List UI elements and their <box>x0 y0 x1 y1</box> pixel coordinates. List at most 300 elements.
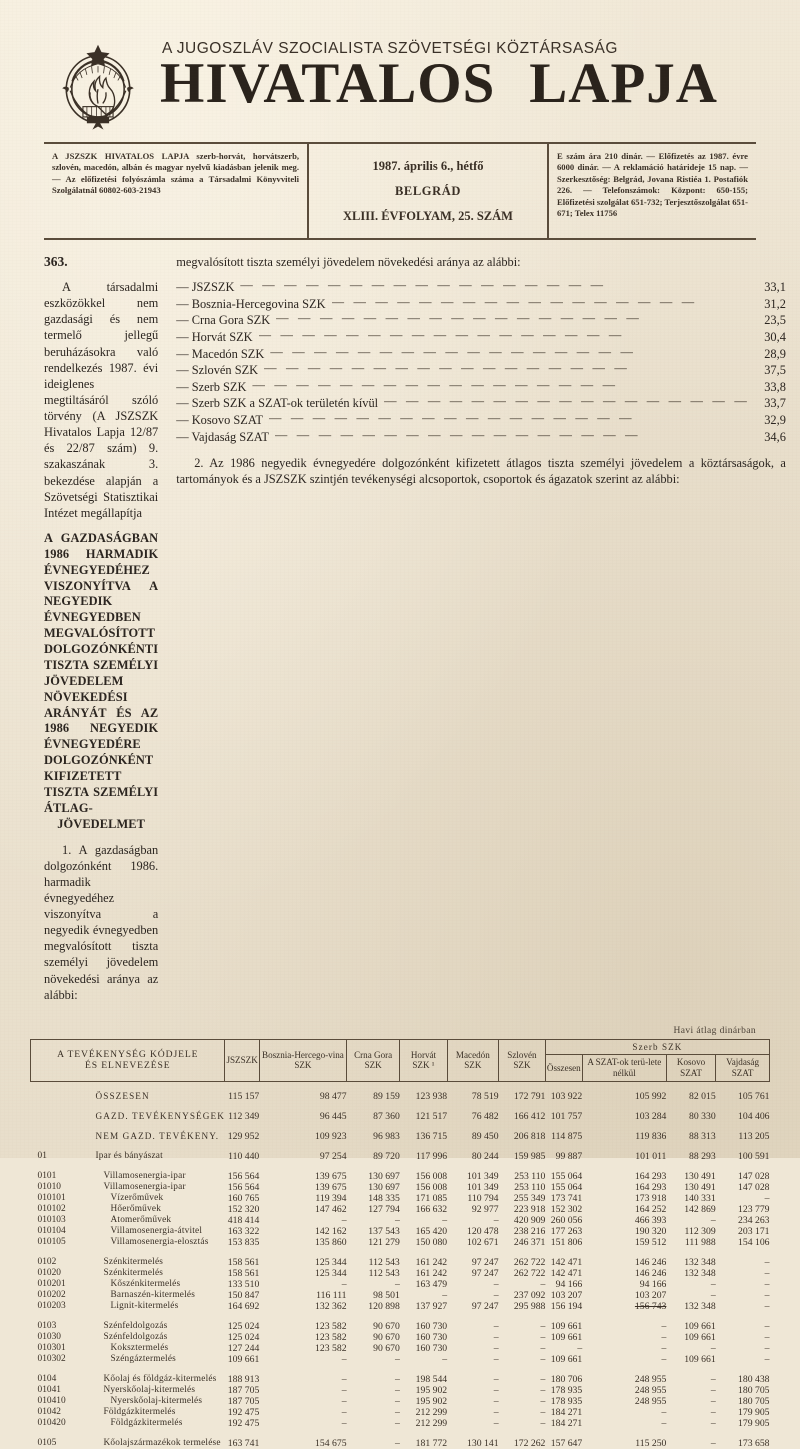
row-value: 99 887 <box>555 1150 583 1162</box>
row-value: 127 244 <box>227 1342 260 1354</box>
row-value: 172 791 <box>513 1090 546 1102</box>
leader-dashes: — — — — — — — — — — — — — — — — — <box>276 311 642 326</box>
row-value: 80 330 <box>689 1110 716 1122</box>
row-value: – <box>394 1417 400 1429</box>
header-activity-code-name-l2: ÉS ELNEVEZÉSE <box>84 1060 171 1072</box>
column-right <box>176 254 786 1012</box>
growth-rate-value: 33,8 <box>764 379 786 394</box>
row-value: – <box>493 1353 499 1365</box>
row-value: 255 349 <box>513 1192 546 1204</box>
row-value: – <box>710 1406 716 1418</box>
row-activity-code: 010201 <box>37 1279 66 1290</box>
row-activity-name: Atomerőművek <box>110 1215 172 1226</box>
row-value: 89 720 <box>373 1150 400 1162</box>
issue-date: 1987. április 6., hétfő <box>372 159 484 173</box>
row-value: 234 263 <box>738 1214 770 1226</box>
table-row <box>31 1321 770 1332</box>
growth-rate-value: 33,1 <box>764 280 786 295</box>
row-value: 137 543 <box>368 1225 400 1237</box>
row-value: – <box>710 1395 716 1407</box>
row-activity-code: 01041 <box>37 1385 61 1396</box>
row-activity-name: Szénfeldolgozás <box>103 1321 168 1332</box>
row-value: 154 106 <box>738 1236 770 1248</box>
row-activity-code: 010101 <box>37 1193 66 1204</box>
row-value: 125 344 <box>315 1267 347 1279</box>
row-value: 164 293 <box>634 1170 667 1182</box>
row-value: 125 344 <box>315 1256 347 1268</box>
row-value: 115 157 <box>228 1090 260 1102</box>
header-bosznia-hercegovina: Bosznia-Hercego-vina SZK <box>259 1039 346 1081</box>
row-value: 146 246 <box>634 1267 667 1279</box>
row-value: – <box>540 1406 546 1418</box>
row-value: 248 955 <box>634 1395 667 1407</box>
row-value: 142 162 <box>315 1225 347 1237</box>
row-value: 119 836 <box>635 1130 667 1142</box>
row-value: 206 818 <box>513 1130 546 1142</box>
row-value: – <box>394 1406 400 1418</box>
header-szerb-without-szat: A SZAT-ok terü-lete nélkül <box>582 1055 666 1081</box>
row-value: 180 706 <box>550 1373 583 1385</box>
table-row <box>31 1396 770 1407</box>
growth-rate-value: 31,2 <box>764 296 786 311</box>
row-value: – <box>710 1289 716 1301</box>
masthead-title-word2: LAPJA <box>529 52 718 115</box>
row-value: – <box>341 1278 347 1290</box>
row-activity-name: Kőszénkitermelés <box>110 1279 181 1290</box>
row-value: 109 661 <box>684 1331 716 1343</box>
row-activity-code: 010203 <box>37 1301 66 1312</box>
table-row <box>31 1332 770 1343</box>
row-value: – <box>710 1342 716 1354</box>
row-value: 97 247 <box>471 1300 499 1312</box>
row-activity-name: Szénkitermelés <box>103 1257 164 1268</box>
row-value: 109 661 <box>550 1353 583 1365</box>
row-value: 164 692 <box>227 1300 260 1312</box>
row-value: 116 111 <box>316 1289 347 1301</box>
row-value: 246 371 <box>513 1236 546 1248</box>
header-szerb-osszesen: Összesen <box>545 1055 582 1081</box>
row-value: 121 279 <box>368 1236 400 1248</box>
row-value: 153 835 <box>227 1236 260 1248</box>
table-spacer-row <box>31 1248 770 1257</box>
row-value: 466 393 <box>634 1214 667 1226</box>
row-value: – <box>764 1267 770 1279</box>
row-activity-code: 0102 <box>37 1257 57 1268</box>
row-value: 223 918 <box>513 1203 546 1215</box>
masthead-info-bar <box>44 144 756 240</box>
row-value: 420 909 <box>513 1214 546 1226</box>
row-value: 121 517 <box>415 1110 448 1122</box>
row-activity-code: 010105 <box>37 1237 66 1248</box>
growth-rate-label: — Bosznia-Hercegovina SZK <box>176 296 326 311</box>
row-value: – <box>493 1278 499 1290</box>
row-value: 130 697 <box>368 1170 400 1182</box>
row-value: 112 349 <box>228 1110 260 1122</box>
row-activity-name: Széngáztermelés <box>110 1354 176 1365</box>
row-value: 142 471 <box>550 1256 583 1268</box>
masthead <box>0 0 800 132</box>
table-header-row-1 <box>31 1039 770 1055</box>
row-value: – <box>764 1342 770 1354</box>
row-activity-name: Földgázkitermelés <box>103 1407 176 1418</box>
leader-dashes: — — — — — — — — — — — — — — — — — <box>274 427 641 442</box>
table-row <box>31 1418 770 1429</box>
row-activity-name: Villamosenergia-ipar <box>103 1171 186 1182</box>
row-value: 120 898 <box>368 1300 400 1312</box>
row-value: 159 512 <box>634 1236 667 1248</box>
row-activity-name: Szénfeldolgozás <box>103 1332 168 1343</box>
row-value: 260 056 <box>550 1214 583 1226</box>
column-left <box>44 254 158 1012</box>
row-value: 198 544 <box>415 1373 448 1385</box>
row-activity-code: 010202 <box>37 1290 66 1301</box>
row-value: 152 302 <box>550 1203 583 1215</box>
row-value: 171 085 <box>415 1192 448 1204</box>
row-activity-name: Hőerőművek <box>110 1204 162 1215</box>
row-value: 150 080 <box>415 1236 448 1248</box>
row-value: 119 394 <box>315 1192 347 1204</box>
row-value: 184 271 <box>550 1417 583 1429</box>
row-value: 120 478 <box>467 1225 499 1237</box>
table-row <box>31 1182 770 1193</box>
row-value: 418 414 <box>227 1214 260 1226</box>
row-value: 89 159 <box>373 1090 400 1102</box>
row-value: 142 869 <box>684 1203 716 1215</box>
article-headline-last-line: JÖVEDELMET <box>57 816 145 831</box>
row-value: 166 632 <box>415 1203 448 1215</box>
table-row <box>31 1301 770 1312</box>
table-row <box>31 1226 770 1237</box>
row-value: 173 658 <box>738 1437 770 1449</box>
row-value: – <box>764 1320 770 1332</box>
row-value: 114 875 <box>551 1130 583 1142</box>
table-row <box>31 1438 770 1449</box>
row-value: 103 207 <box>550 1289 583 1301</box>
statistics-table <box>30 1039 770 1449</box>
table-spacer-row <box>31 1142 770 1151</box>
row-value: – <box>341 1373 347 1385</box>
row-value: 97 247 <box>471 1256 499 1268</box>
row-value: – <box>493 1395 499 1407</box>
row-value: 184 271 <box>550 1406 583 1418</box>
row-value: – <box>577 1342 583 1354</box>
row-activity-code: 010410 <box>37 1396 66 1407</box>
row-value: 203 171 <box>738 1225 770 1237</box>
row-value: 179 905 <box>738 1406 770 1418</box>
publication-info-center <box>309 144 549 238</box>
row-value: 161 242 <box>415 1256 448 1268</box>
row-value: 88 313 <box>689 1130 716 1142</box>
table-spacer-row <box>31 1162 770 1171</box>
row-value: 109 661 <box>550 1331 583 1343</box>
issue-city: BELGRÁD <box>394 184 462 198</box>
row-value: – <box>493 1384 499 1396</box>
row-activity-name: Koksztermelés <box>110 1343 169 1354</box>
table-row <box>31 1290 770 1301</box>
row-value: 130 491 <box>684 1170 716 1182</box>
row-value: 156 008 <box>415 1170 448 1182</box>
leader-dashes: — — — — — — — — — — — — — — — — — <box>240 278 607 293</box>
row-value: 140 331 <box>684 1192 716 1204</box>
row-value: 172 262 <box>513 1437 546 1449</box>
row-value: – <box>710 1373 716 1385</box>
header-horvat: Horvát SZK ¹ <box>400 1039 447 1081</box>
table-unit-note: Havi átlag dinárban <box>673 1025 756 1036</box>
row-value: 101 349 <box>467 1170 499 1182</box>
article-paragraph-1-continued: megvalósított tiszta személyi jövedelem növekedési aránya az alábbi: <box>176 255 521 269</box>
row-activity-name: Nyerskőolaj-kitermelés <box>110 1396 203 1407</box>
row-value: – <box>493 1331 499 1343</box>
row-value: 195 902 <box>415 1384 448 1396</box>
row-value: – <box>394 1214 400 1226</box>
row-value: 94 166 <box>639 1278 667 1290</box>
row-value: 94 166 <box>555 1278 583 1290</box>
article-number: 363. <box>44 254 68 269</box>
masthead-title-word1: HIVATALOS <box>160 52 496 115</box>
table-row <box>31 1257 770 1268</box>
growth-rate-label: — Kosovo SZAT <box>176 413 263 427</box>
row-value: 89 450 <box>471 1130 499 1142</box>
row-value: 262 722 <box>513 1267 546 1279</box>
row-activity-name: Villamosenergia-ipar <box>103 1182 186 1193</box>
row-value: – <box>493 1342 499 1354</box>
row-value: 188 913 <box>227 1373 260 1385</box>
row-value: – <box>493 1289 499 1301</box>
row-value: 155 064 <box>550 1181 583 1193</box>
row-value: – <box>442 1214 448 1226</box>
row-value: 109 661 <box>684 1353 716 1365</box>
row-value: 105 761 <box>738 1090 770 1102</box>
row-value: 136 715 <box>415 1130 448 1142</box>
row-value: 98 501 <box>373 1289 400 1301</box>
growth-rate-value: 33,7 <box>764 396 786 411</box>
row-value: 180 705 <box>738 1395 770 1407</box>
row-value: – <box>661 1417 667 1429</box>
row-value: 187 705 <box>227 1395 260 1407</box>
row-value: – <box>764 1300 770 1312</box>
row-value: – <box>394 1384 400 1396</box>
row-value: – <box>540 1417 546 1429</box>
table-row <box>31 1171 770 1182</box>
leader-dashes: — — — — — — — — — — — — — — — — — <box>270 344 637 359</box>
row-value: 147 028 <box>738 1181 770 1193</box>
leader-dashes: — — — — — — — — — — — — — — — — — <box>258 327 625 342</box>
row-value: 248 955 <box>634 1373 667 1385</box>
row-value: 123 779 <box>738 1203 770 1215</box>
row-value: – <box>540 1395 546 1407</box>
table-row <box>31 1268 770 1279</box>
row-activity-name: NEM GAZD. TEVÉKENY. <box>95 1131 220 1142</box>
row-activity-code: 01020 <box>37 1268 61 1279</box>
row-value: – <box>661 1406 667 1418</box>
row-value: 132 348 <box>684 1300 716 1312</box>
row-value: – <box>764 1289 770 1301</box>
row-activity-name: GAZD. TEVÉKENYSÉGEK <box>95 1111 225 1122</box>
row-value: – <box>493 1373 499 1385</box>
row-value: – <box>710 1417 716 1429</box>
row-value: 262 722 <box>513 1256 546 1268</box>
table-spacer-row <box>31 1365 770 1374</box>
row-value: 160 730 <box>415 1331 448 1343</box>
row-value: 125 024 <box>227 1320 260 1332</box>
row-value: – <box>341 1353 347 1365</box>
row-value: 132 362 <box>315 1300 347 1312</box>
row-value: 112 543 <box>368 1256 400 1268</box>
row-value: 173 741 <box>550 1192 583 1204</box>
row-value: 92 977 <box>471 1203 499 1215</box>
table-spacer-row <box>31 1429 770 1438</box>
row-value: 103 207 <box>634 1289 667 1301</box>
row-activity-code: 01010 <box>37 1182 61 1193</box>
row-value: 142 471 <box>550 1267 583 1279</box>
row-value: 147 028 <box>738 1170 770 1182</box>
row-value: 97 254 <box>319 1150 347 1162</box>
row-value: – <box>341 1395 347 1407</box>
row-value: 132 348 <box>684 1256 716 1268</box>
row-value: 109 661 <box>550 1320 583 1332</box>
row-value: 180 438 <box>738 1373 770 1385</box>
row-value: 163 741 <box>227 1437 260 1449</box>
row-value: – <box>764 1278 770 1290</box>
header-macedon: Macedón SZK <box>447 1039 498 1081</box>
row-activity-code: 0103 <box>37 1321 57 1332</box>
row-value: 160 730 <box>415 1342 448 1354</box>
row-activity-name: Kőolaj és földgáz-kitermelés <box>103 1374 217 1385</box>
growth-rate-item <box>176 429 786 446</box>
table-row <box>31 1385 770 1396</box>
article-paragraph-2: 2. Az 1986 negyedik évnegyedére dolgozónként kifizetett átlagos tiszta személyi jövedelem a köztársaságok, a tartományok és a JSZSZK szintjén tevékenységi alcsoportok, csoportok és ágazatok szerint az alábbi: <box>176 456 786 487</box>
row-value: 103 922 <box>550 1090 583 1102</box>
row-value: 109 661 <box>227 1353 260 1365</box>
row-value: 253 110 <box>514 1170 546 1182</box>
row-value: 117 996 <box>416 1150 448 1162</box>
row-value: 295 988 <box>513 1300 546 1312</box>
article-paragraph-1: 1. A gazdaságban dolgozónként 1986. harmadik évnegyedéhez viszonyítva a negyedik évnegyedben megvalósított tiszta személyi jövedelem növekedési aránya az alábbi: <box>44 842 159 1002</box>
row-value: 166 412 <box>513 1110 546 1122</box>
row-value: 164 293 <box>634 1181 667 1193</box>
row-value: 101 011 <box>635 1150 667 1162</box>
row-activity-code: 010104 <box>37 1226 66 1237</box>
row-activity-code: 010302 <box>37 1354 66 1365</box>
row-value: 100 591 <box>738 1150 770 1162</box>
row-activity-code: 010103 <box>37 1215 66 1226</box>
row-value: – <box>764 1192 770 1204</box>
row-value: – <box>710 1214 716 1226</box>
header-szloven: Szlovén SZK <box>499 1039 546 1081</box>
row-activity-code: 010301 <box>37 1343 66 1354</box>
row-activity-name: ÖSSZESEN <box>95 1091 150 1102</box>
row-value: – <box>764 1331 770 1343</box>
row-value: 151 806 <box>550 1236 583 1248</box>
row-value: 139 675 <box>315 1170 347 1182</box>
row-value: 110 440 <box>228 1150 260 1162</box>
row-value: 132 348 <box>684 1267 716 1279</box>
row-activity-name: Barnaszén-kitermelés <box>110 1290 196 1301</box>
row-value: 88 293 <box>689 1150 716 1162</box>
row-value: – <box>540 1331 546 1343</box>
row-value: 156 194 <box>550 1300 583 1312</box>
row-value: 177 263 <box>550 1225 583 1237</box>
table-body <box>31 1081 770 1449</box>
row-value: 192 475 <box>227 1417 260 1429</box>
row-value: – <box>493 1214 499 1226</box>
growth-rate-value: 32,9 <box>764 413 786 427</box>
row-value: 154 675 <box>315 1437 347 1449</box>
leader-dashes: — — — — — — — — — — — — — — — — — <box>264 361 630 376</box>
row-value: 137 927 <box>415 1300 448 1312</box>
growth-rate-label: — Crna Gora SZK <box>176 313 271 328</box>
table-row <box>31 1279 770 1290</box>
row-value: 181 772 <box>415 1437 448 1449</box>
row-value: 105 992 <box>634 1090 667 1102</box>
row-activity-name: Villamosenergia-elosztás <box>110 1237 209 1248</box>
row-value: 195 902 <box>415 1395 448 1407</box>
row-value: 102 671 <box>467 1236 499 1248</box>
row-value: 90 670 <box>373 1331 400 1343</box>
row-value: 139 675 <box>315 1181 347 1193</box>
table-spacer-row <box>31 1312 770 1321</box>
row-value: 147 462 <box>315 1203 347 1215</box>
row-value: 190 320 <box>634 1225 667 1237</box>
row-value: 96 983 <box>373 1130 400 1142</box>
row-value: 101 757 <box>550 1110 583 1122</box>
table-row <box>31 1091 770 1102</box>
row-activity-name: Lignit-kitermelés <box>110 1301 179 1312</box>
row-activity-name: Kőolajszármazékok termelése <box>103 1438 221 1449</box>
row-value: 163 322 <box>227 1225 260 1237</box>
leader-dashes: — — — — — — — — — — — — — — — — — <box>384 394 750 409</box>
yugoslavia-coat-of-arms-icon <box>54 40 142 132</box>
row-value: – <box>764 1353 770 1365</box>
growth-rate-label: — Szlovén SZK <box>176 363 259 378</box>
row-value: – <box>341 1214 347 1226</box>
row-activity-name: Villamosenergia-átvitel <box>110 1226 203 1237</box>
row-value: 130 141 <box>467 1437 499 1449</box>
row-value: 87 360 <box>373 1110 400 1122</box>
row-value: – <box>764 1256 770 1268</box>
row-value: 130 491 <box>684 1181 716 1193</box>
row-value: 123 582 <box>315 1320 347 1332</box>
table-head <box>31 1039 770 1081</box>
row-activity-code: 01042 <box>37 1407 61 1418</box>
row-value: – <box>540 1384 546 1396</box>
table-row <box>31 1204 770 1215</box>
row-value: 180 705 <box>738 1384 770 1396</box>
row-value: 98 477 <box>319 1090 347 1102</box>
table-row <box>31 1343 770 1354</box>
growth-rate-value: 23,5 <box>764 313 786 328</box>
row-value: 82 015 <box>689 1090 716 1102</box>
table-row <box>31 1237 770 1248</box>
publication-info-right: E szám ára 210 dinár. — Előfizetés az 1987. évre 6000 dinár. — A reklamáció határideje 15 nap. — Szerkesztőség: Belgrád, Jovana Ristiéa 1. Postafiók 226. — Telefonszámok: Központ: 650-155; Előfizetési szolgálat 651-732; Terjesztőszolgálat 651-671; Telex 11756 <box>557 151 748 219</box>
row-value: 192 475 <box>227 1406 260 1418</box>
row-value: 109 661 <box>684 1320 716 1332</box>
table-spacer-row <box>31 1122 770 1131</box>
row-value: 158 561 <box>227 1267 260 1279</box>
row-value: – <box>661 1342 667 1354</box>
row-value: 212 299 <box>415 1417 448 1429</box>
growth-rate-value: 37,5 <box>764 363 786 378</box>
row-value: – <box>540 1278 546 1290</box>
table-row <box>31 1407 770 1418</box>
row-value: 90 670 <box>373 1342 400 1354</box>
row-value: 248 955 <box>634 1384 667 1396</box>
growth-rate-label: — Macedón SZK <box>176 346 265 361</box>
row-value: 155 064 <box>550 1170 583 1182</box>
growth-rate-value: 28,9 <box>764 346 786 361</box>
row-value: 187 705 <box>227 1384 260 1396</box>
leader-dashes: — — — — — — — — — — — — — — — — — <box>331 294 698 309</box>
